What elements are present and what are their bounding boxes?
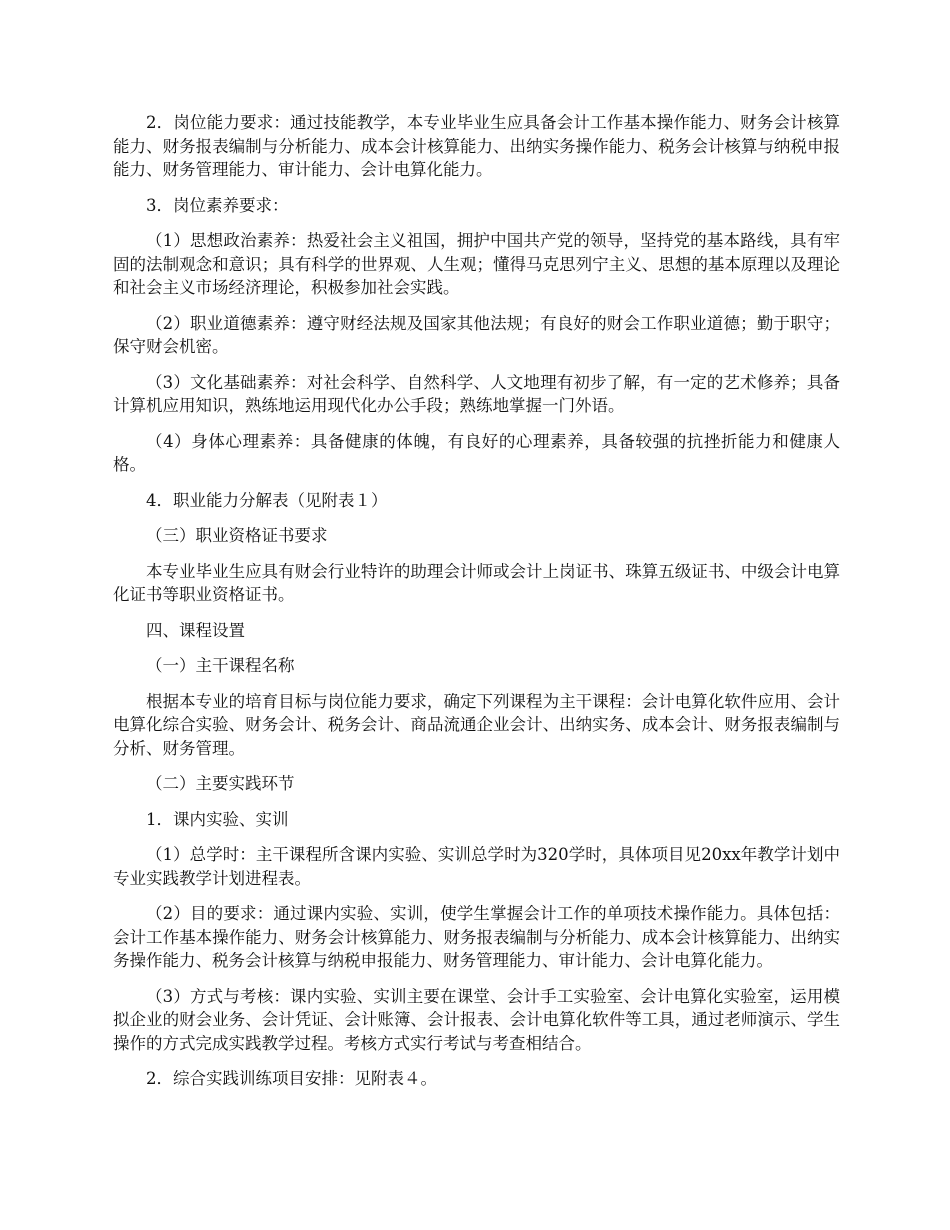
paragraph-certificates: 本专业毕业生应具有财会行业特许的助理会计师或会计上岗证书、珠算五级证书、中级会计电算化证书等职业资格证书。 (113, 561, 840, 604)
paragraph-cultural-quality: （3）文化基础素养：对社会科学、自然科学、人文地理有初步了解，有一定的艺术修养；具备计算机应用知识，熟练地运用现代化办公手段；熟练地掌握一门外语。 (113, 372, 840, 415)
section-heading-main-courses: （一）主干课程名称 (146, 656, 295, 675)
paragraph-quality-heading: 3．岗位素养要求： (146, 195, 289, 215)
paragraph-professional-ethics: （2）职业道德素养：遵守财经法规及国家其他法规；有良好的财会工作职业道德；勤于职守；保守财会机密。 (113, 313, 840, 356)
document-page (113, 111, 840, 1103)
section-heading-curriculum: 四、课程设置 (146, 620, 245, 640)
paragraph-objectives: （2）目的要求：通过课内实验、实训，使学生掌握会计工作的单项技术操作能力。具体包括：会计工作基本操作能力、财务会计核算能力、财务报表编制与分析能力、成本会计核算能力、出纳实务操作能力、税务会计核算与纳税申报能力、财务管理能力、审计能力、会计电算化能力。 (113, 904, 840, 970)
paragraph-lab-training-heading: 1．课内实验、实训 (146, 809, 289, 829)
paragraph-comprehensive-training: 2．综合实践训练项目安排：见附表４。 (146, 1069, 437, 1088)
paragraph-political-quality: （1）思想政治素养：热爱社会主义祖国，拥护中国共产党的领导，坚持党的基本路线，具有牢固的法制观念和意识；具有科学的世界观、人生观；懂得马克思列宁主义、思想的基本原理以及理论和社会主义市场经济理论，积极参加社会实践。 (113, 231, 840, 297)
paragraph-ability-table: 4．职业能力分解表（见附表１） (146, 490, 388, 510)
paragraph-physical-quality: （4）身体心理素养：具备健康的体魄，有良好的心理素养，具备较强的抗挫折能力和健康人格。 (113, 431, 840, 474)
paragraph-job-ability: 2．岗位能力要求：通过技能教学，本专业毕业生应具备会计工作基本操作能力、财务会计核算能力、财务报表编制与分析能力、成本会计核算能力、出纳实务操作能力、税务会计核算与纳税申报能力、财务管理能力、审计能力、会计电算化能力。 (113, 113, 840, 179)
paragraph-main-courses: 根据本专业的培育目标与岗位能力要求，确定下列课程为主干课程：会计电算化软件应用、会计电算化综合实验、财务会计、税务会计、商品流通企业会计、出纳实务、成本会计、财务报表编制与分析、财务管理。 (113, 691, 840, 758)
section-heading-practice: （二）主要实践环节 (146, 774, 295, 793)
paragraph-total-hours: （1）总学时：主干课程所含课内实验、实训总学时为320学时，具体项目见20xx年教学计划中专业实践教学计划进程表。 (113, 845, 840, 888)
paragraph-methods-assessment: （3）方式与考核：课内实验、实训主要在课堂、会计手工实验室、会计电算化实验室，运用模拟企业的财会业务、会计凭证、会计账簿、会计报表、会计电算化软件等工具，通过老师演示、学生操作的方式完成实践教学过程。考核方式实行考试与考查相结合。 (113, 986, 840, 1053)
section-heading-certificates: （三）职业资格证书要求 (146, 526, 328, 545)
